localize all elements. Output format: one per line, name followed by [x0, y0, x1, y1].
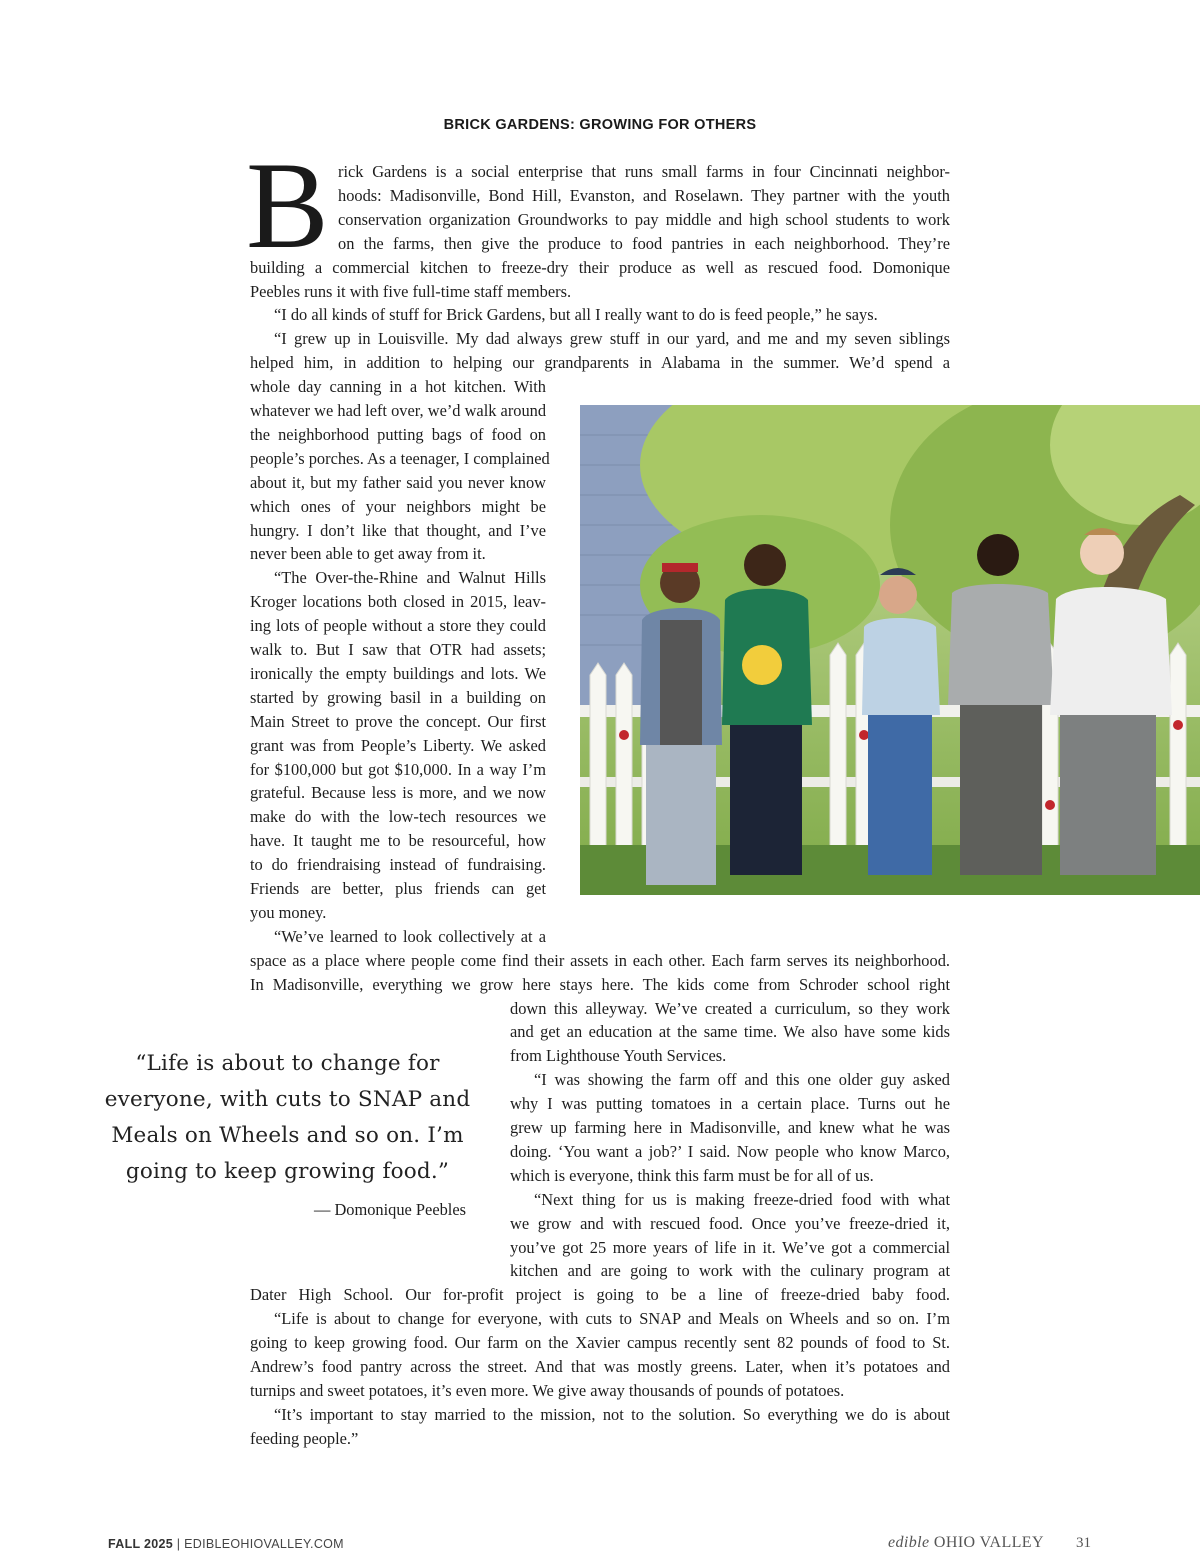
pull-quote-line: Meals on Wheels and so on. I’m [111, 1123, 464, 1148]
footer-site-link[interactable]: EDIBLEOHIOVALLEY.COM [184, 1537, 344, 1551]
garden-group-photo [580, 405, 1200, 895]
article-line: down this alleyway. We’ve created a curriculum, so they work [510, 998, 950, 1018]
drop-cap: B [246, 137, 329, 274]
footer-separator: | [176, 1537, 181, 1551]
article-line: “I grew up in Louisville. My dad always grew stuff in our yard, and me and my seven siblings [274, 329, 950, 349]
article-line: feeding people.” [250, 1428, 359, 1448]
article-line: you money. [250, 902, 327, 922]
footer-brand-italic: edible [888, 1534, 930, 1551]
article-line: for $100,000 but got $10,000. In a way I’m [250, 759, 546, 779]
article-line: “We’ve learned to look collectively at a [274, 926, 546, 946]
article-line: the neighborhood putting bags of food on [250, 424, 546, 444]
pull-quote-attribution: — Domonique Peebles [313, 1200, 466, 1219]
footer-issue-info [108, 1537, 344, 1551]
article-line: which ones of your neighbors might be [250, 496, 546, 516]
article-line: we grow and with rescued food. Once you’ve freeze-dried it, [510, 1213, 950, 1233]
article-line: “I was showing the farm off and this one older guy asked [534, 1070, 950, 1090]
article-line: Kroger locations both closed in 2015, leav- [250, 592, 546, 612]
article-line: you’ve got 25 more years of life in it. We’ve got a commercial [510, 1237, 950, 1257]
article-line: never been able to get away from it. [250, 544, 486, 564]
pull-quote-line: going to keep growing food.” [125, 1159, 450, 1184]
article-line: “Next thing for us is making freeze-dried food with what [534, 1189, 950, 1209]
article-line: “Life is about to change for everyone, with cuts to SNAP and Meals on Wheels and so on. I’m [274, 1309, 950, 1329]
footer-brand [888, 1534, 1044, 1552]
article-line: people’s porches. As a teenager, I complained [250, 448, 550, 468]
article-line: turnips and sweet potatoes, it’s even more. We give away thousands of pounds of potatoes. [250, 1380, 845, 1400]
article-line: rick Gardens is a social enterprise that runs small farms in four Cincinnati neighbor- [338, 162, 950, 181]
article-line [250, 1475, 950, 1499]
article-line: helped him, in addition to helping our grandparents in Alabama in the summer. We’d spend a [250, 353, 950, 373]
article-line: space as a place where people come find their assets in each other. Each farm serves its neighborhood. [250, 950, 950, 970]
article-line: ironically the empty buildings and lots. We [250, 663, 546, 683]
article-line: whole day canning in a hot kitchen. With [250, 377, 546, 397]
article-line: about it, but my father said you never know [250, 472, 546, 492]
pull-quote-line: everyone, with cuts to SNAP and [104, 1087, 471, 1112]
article-line: Friends are better, plus friends can get [250, 879, 546, 898]
article-line: grew up farming here in Madisonville, and knew what he was [510, 1118, 950, 1137]
footer-brand-name: OHIO VALLEY [933, 1534, 1044, 1551]
article-line: In Madisonville, everything we grow here stays here. The kids come from Schroder school right [250, 974, 950, 994]
article-line: ing lots of people without a store they could [250, 616, 546, 636]
page-number: 31 [1076, 1535, 1091, 1551]
article-line: started by growing basil in a building on [250, 687, 546, 707]
article-line: Andrew’s food pantry across the street. And that was mostly greens. Later, when it’s potatoes and [250, 1357, 950, 1376]
article-line: which is everyone, think this farm must be for all of us. [510, 1165, 874, 1185]
article-line: “I do all kinds of stuff for Brick Gardens, but all I really want to do is feed people,” he says. [274, 305, 878, 325]
article-line: on the farms, then give the produce to food pantries in each neighborhood. They’re [338, 233, 950, 253]
article-line [250, 1451, 950, 1475]
article-line: kitchen and are going to work with the culinary program at [510, 1261, 950, 1281]
article-line: and get an education at the same time. We also have some kids [510, 1022, 950, 1042]
article-line: why I was putting tomatoes in a certain place. Turns out he [510, 1094, 950, 1114]
article-line: walk to. But I saw that OTR had assets; [250, 640, 546, 659]
article-line: building a commercial kitchen to freeze-dry their produce as well as rescued food. Domonique [250, 257, 950, 277]
article-line: Main Street to prove the concept. Our first [250, 711, 546, 731]
pull-quote-line: “Life is about to change for [135, 1051, 440, 1076]
article-line: conservation organization Groundworks to pay middle and high school students to work [338, 209, 950, 229]
article-line: grateful. Because less is more, and we now [250, 783, 546, 803]
footer-issue: FALL 2025 [108, 1537, 173, 1551]
article-line: Dater High School. Our for-profit project is going to be a line of freeze-dried baby food. [250, 1285, 950, 1305]
article-line: Peebles runs it with five full-time staff members. [250, 281, 572, 301]
article-line: to do friendraising instead of fundraising. [250, 855, 546, 875]
pull-quote [100, 1046, 475, 1190]
article-line: grant was from People’s Liberty. We asked [250, 735, 546, 755]
article-line: hoods: Madisonville, Bond Hill, Evanston, and Roselawn. They partner with the youth [338, 185, 950, 205]
article-line: hungry. I don’t like that thought, and I’ve [250, 520, 546, 540]
article-line: “The Over-the-Rhine and Walnut Hills [274, 568, 546, 588]
section-title: BRICK GARDENS: GROWING FOR OTHERS [443, 117, 757, 133]
article-line: have. It taught me to be resourceful, how [250, 831, 546, 851]
article-line: “It’s important to stay married to the mission, not to the solution. So everything we do is about [274, 1404, 950, 1424]
article-line: whatever we had left over, we’d walk around [250, 401, 547, 420]
article-line: doing. ‘You want a job?’ I said. Now people who know Marco, [510, 1141, 950, 1161]
article-line: make do with the low-tech resources we [250, 807, 546, 827]
article-line: going to keep growing food. Our farm on the Xavier campus recently sent 82 pounds of food to St. [250, 1333, 950, 1353]
article-line: from Lighthouse Youth Services. [510, 1046, 727, 1066]
